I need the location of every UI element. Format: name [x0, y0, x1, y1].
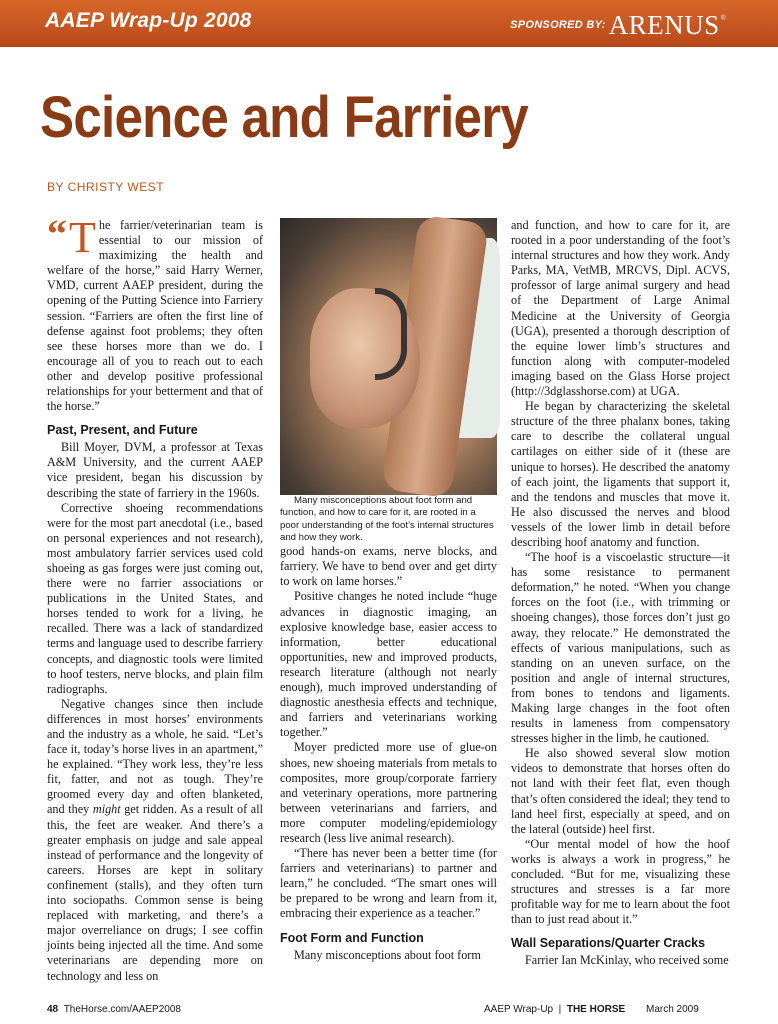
drop-cap: T: [69, 213, 96, 262]
footer-separator: |: [558, 1004, 562, 1015]
paragraph: good hands-on exams, nerve blocks, and farriery. We have to bend over and get dirty to work on lame horses.”: [280, 544, 497, 589]
footer-middle: [484, 1004, 625, 1015]
footer-url[interactable]: TheHorse.com/AAEP2008: [63, 1004, 181, 1015]
paragraph: Bill Moyer, DVM, a professor at Texas A&M University, and the current AAEP vice president, began his discussion by describing the state of farriery in the 1960s.: [47, 440, 263, 500]
paragraph: He began by characterizing the skeletal structure of the three phalanx bones, taking care to describe the collateral ungual cartilages on either side of it (these are unique to horses). He described the anatomy of each joint, the ligaments that support it, and the tendons and muscles that move it. He also discussed the nerves and blood vessels of the lower limb in detail before describing hoof anatomy and function.: [511, 399, 730, 549]
footer-date: March 2009: [646, 1004, 699, 1015]
trademark-mark: ®: [720, 14, 726, 22]
drop-quote-mark: “: [47, 211, 67, 256]
lead-paragraph: [47, 211, 263, 414]
heading-past-present-future: Past, Present, and Future: [47, 423, 198, 438]
paragraph: “Our mental model of how the hoof works is always a work in progress,” he concluded. “But for me, visualizing these structures and stresses is a far more profitable way for me to learn about the foot than to just read about it.”: [511, 836, 730, 927]
sponsor-label: SPONSORED BY:: [510, 19, 606, 31]
section-title: AAEP Wrap-Up 2008: [45, 9, 252, 32]
paragraph: He also showed several slow motion videos to demonstrate that horses often do not land with their feet flat, even though that’s often considered the ideal; they tend to land heel first, especially at speed, and on the lateral (outside) heel first.: [511, 746, 730, 836]
paragraph: [47, 697, 263, 984]
heading-foot-form-function: Foot Form and Function: [280, 930, 424, 945]
text-run: get ridden. As a result of all this, the feet are weaker. And there’s a greater emphasis on judge and sale appeal instead of performance and the longevity of careers. Horses are kept in solitary confinement (stalls), and they often turn into sociopaths. Common sense is being replaced with marketing, and there’s a major overreliance on drugs; I see coffin joints being injected all the time. And some veterinarians are depending more on technology and less on: [47, 802, 263, 983]
paragraph: “There has never been a better time (for farriers and veterinarians) to partner and learn,” he concluded. “The smart ones will be prepared to be wrong and learn from it, embracing their experience as a teacher.”: [280, 846, 497, 921]
column-3: [511, 218, 730, 969]
lead-text: he farrier/veterinarian team is essential to our mission of maximizing the health and welfare of the horse,” said Harry Werner, VMD, current AAEP president, during the opening of the Putting Science into Farriery session. “Farriers are often the first line of defense against foot problems; they often see these horses more than we do. I encourage all of you to reach out to each other and develop positive professional relationships for your betterment and that of the horse.”: [47, 218, 263, 414]
column-2: [280, 218, 504, 963]
horseshoe-shape: [375, 288, 407, 380]
article-title: Science and Farriery: [40, 85, 529, 150]
footer-left: [47, 1004, 181, 1015]
emphasis: might: [92, 802, 121, 817]
paragraph: Moyer predicted more use of glue-on shoes, new shoeing materials from metals to composites, more group/corporate farriery and veterinary operations, more partnering between veterinarians and farriers, and more computer modeling/epidemiology research (less live animal research).: [280, 740, 497, 845]
sponsor: [510, 10, 726, 41]
header-bar: [0, 0, 778, 47]
column-1: [47, 211, 263, 984]
sponsor-brand: ARENUS: [608, 10, 720, 40]
paragraph: Corrective shoeing recommendations were for the most part anecdotal (i.e., based on personal experiences and not research), most ambulatory farrier services used cold shoeing as gas forges were just coming out, there were no farrier associations or publications in the United States, and horses tended to work for a living, he recalled. There was a lack of standardized terms and language used to describe farriery concepts, and diagnostic tools were limited to hoof testers, nerve blocks, and plain film radiographs.: [47, 500, 263, 696]
paragraph: Farrier Ian McKinlay, who received some: [525, 953, 729, 968]
footer-section: AAEP Wrap-Up: [484, 1004, 554, 1015]
paragraph: Positive changes he noted include “huge advances in diagnostic imaging, an explosive knowledge base, easier access to information, better educational opportunities, new and improved products, research literature (although not nearly enough), much improved understanding of diagnostic anesthesia effects and technique, and farriers and veterinarians working together.”: [280, 589, 497, 740]
page-number: 48: [47, 1004, 59, 1015]
farrier-hands-photo: [280, 218, 504, 495]
heading-wall-separations: Wall Separations/Quarter Cracks: [511, 936, 706, 951]
paragraph: “The hoof is a viscoelastic structure—it has some resistance to permanent deformation,” he noted. “When you change forces on the foot (i.e., with trimming or shoeing changes), those forces don’t just go away, they relocate.” He demonstrated the effects of various manipulations, such as standing on an uneven surface, on the position and angle of internal structures, from bones to tendons and ligaments. Making large changes in the foot often results in lameness from compensatory stresses higher in the limb, he cautioned.: [511, 550, 730, 746]
footer-publication: THE HORSE: [566, 1004, 626, 1015]
photo-credit: PAULA da SILVA: [498, 448, 504, 486]
paragraph: Many misconceptions about foot form: [294, 947, 481, 962]
text-run: Negative changes since then include differences in most horses’ environments and the industry as a whole, he said. “Let’s face it, today’s horse lives in an apartment,” he explained. “They work less, they’re less fit, fatter, and not as tough. They’re groomed every day and often blanketed, and they: [47, 696, 263, 817]
byline: BY CHRISTY WEST: [47, 180, 165, 194]
paragraph: and function, and how to care for it, are rooted in a poor understanding of the foot’s internal structures and how they work. Andy Parks, MA, VetMB, MRCVS, Dipl. ACVS, professor of large animal surgery and head of the Department of Large Animal Medicine at the University of Georgia (UGA), presented a thorough description of the equine lower limb’s structures and function along with computer-modeled imaging based on the Glass Horse project (http://3dglasshorse.com) at UGA.: [511, 218, 730, 399]
photo-caption: Many misconceptions about foot form and function, and how to care for it, are rooted in a poor understanding of the foot’s internal structures and how they work.: [280, 495, 494, 543]
